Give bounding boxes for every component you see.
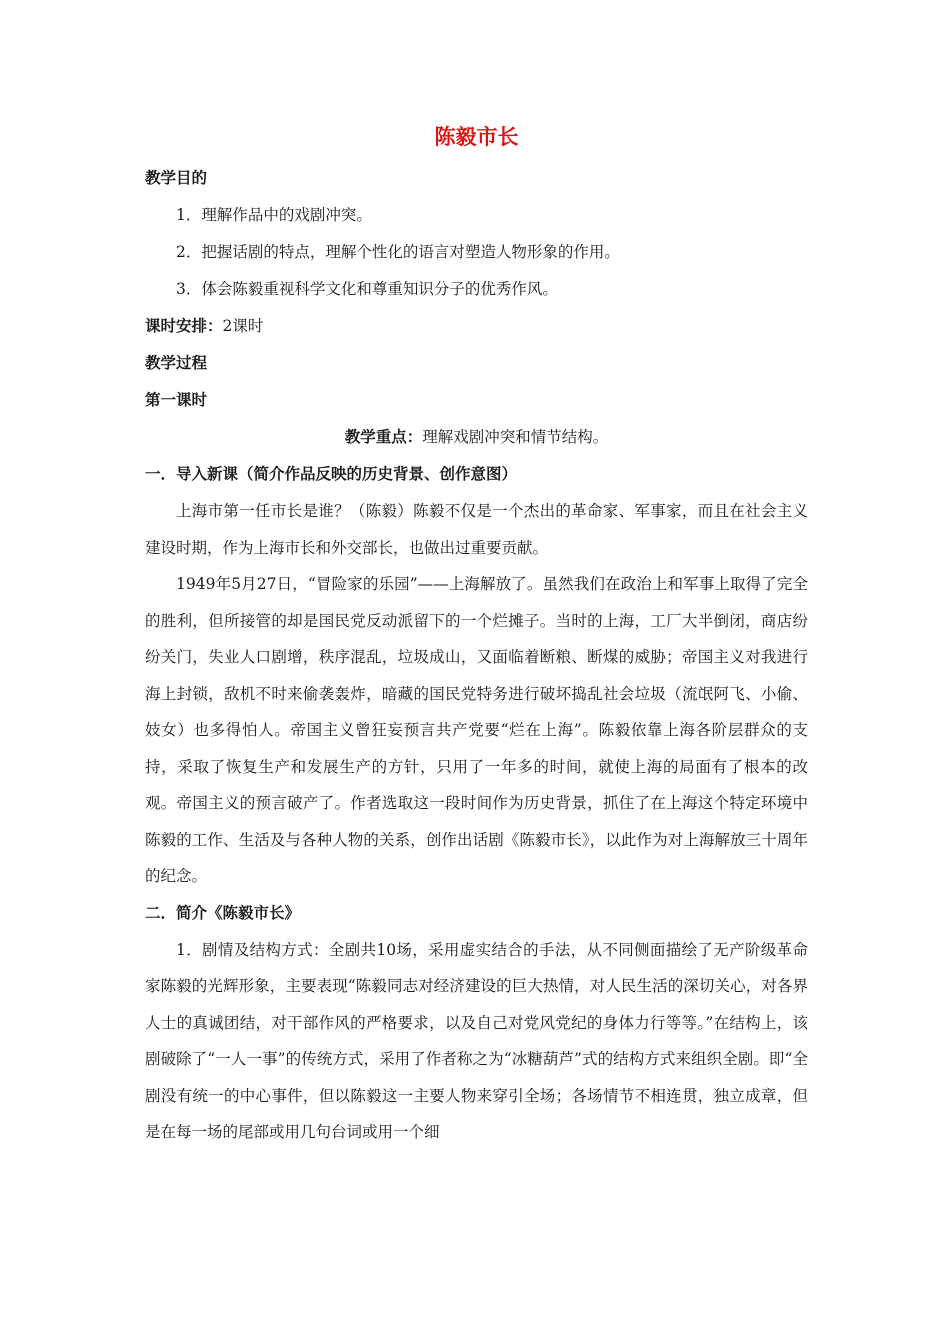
objective-item: 1．理解作品中的戏剧冲突。 <box>176 206 372 224</box>
section1-paragraph-1: 上海市第一任市长是谁？（陈毅）陈毅不仅是一个杰出的革命家、军事家，而且在社会主义建设时期，作为上海市长和外交部长，也做出过重要贡献。 <box>145 502 808 557</box>
section1-heading: 一．导入新课（简介作品反映的历史背景、创作意图） <box>145 465 518 483</box>
document-page <box>145 118 808 1151</box>
section2-item-1: 1．剧情及结构方式：全剧共10场，采用虚实结合的手法，从不同侧面描绘了无产阶级革命家陈毅的光辉形象，主要表现“陈毅同志对经济建设的巨大热情，对人民生活的深切关心，对各界人士的真诚团结，对干部作风的严格要求，以及自己对党风党纪的身体力行等等。”在结构上，该剧破除了“一人一事”的传统方式，采用了作者称之为“冰糖葫芦”式的结构方式来组织全剧。即“全剧没有统一的中心事件，但以陈毅这一主要人物来穿引全场；各场情节不相连贯，独立成章，但是在每一场的尾部或用几句台词或用一个细 <box>145 940 808 1141</box>
objective-item: 3．体会陈毅重视科学文化和尊重知识分子的优秀作风。 <box>176 280 558 298</box>
process-heading: 教学过程 <box>145 354 208 372</box>
section1-paragraph-2: 1949年5月27日，“冒险家的乐园”——上海解放了。虽然我们在政治上和军事上取得了完全的胜利，但所接管的却是国民党反动派留下的一个烂摊子。当时的上海，工厂大半倒闭，商店纷纷关门，失业人口剧增，秩序混乱，垃圾成山，又面临着断粮、断煤的威胁；帝国主义对我进行海上封锁，敌机不时来偷袭轰炸，暗藏的国民党特务进行破坏捣乱社会垃圾（流氓阿飞、小偷、妓女）也多得怕人。帝国主义曾狂妄预言共产党要“烂在上海”。陈毅依靠上海各阶层群众的支持，采取了恢复生产和发展生产的方针，只用了一年多的时间，就使上海的局面有了根本的改观。帝国主义的预言破产了。作者选取这一段时间作为历史背景，抓住了在上海这个特定环境中陈毅的工作、生活及与各种人物的关系，创作出话剧《陈毅市长》，以此作为对上海解放三十周年的纪念。 <box>145 575 808 885</box>
focus-value: 理解戏剧冲突和情节结构。 <box>422 428 609 446</box>
lesson1-focus <box>145 419 808 456</box>
schedule-line <box>145 308 808 345</box>
objective-item: 2．把握话剧的特点，理解个性化的语言对塑造人物形象的作用。 <box>176 243 620 261</box>
objectives-heading: 教学目的 <box>145 169 208 187</box>
schedule-value: 2课时 <box>222 317 264 335</box>
focus-label: 教学重点： <box>344 428 423 446</box>
lesson1-heading: 第一课时 <box>145 391 208 409</box>
section2-heading: 二．简介《陈毅市长》 <box>145 903 301 922</box>
schedule-label: 课时安排： <box>145 317 223 335</box>
document-title: 陈毅市长 <box>434 125 519 149</box>
